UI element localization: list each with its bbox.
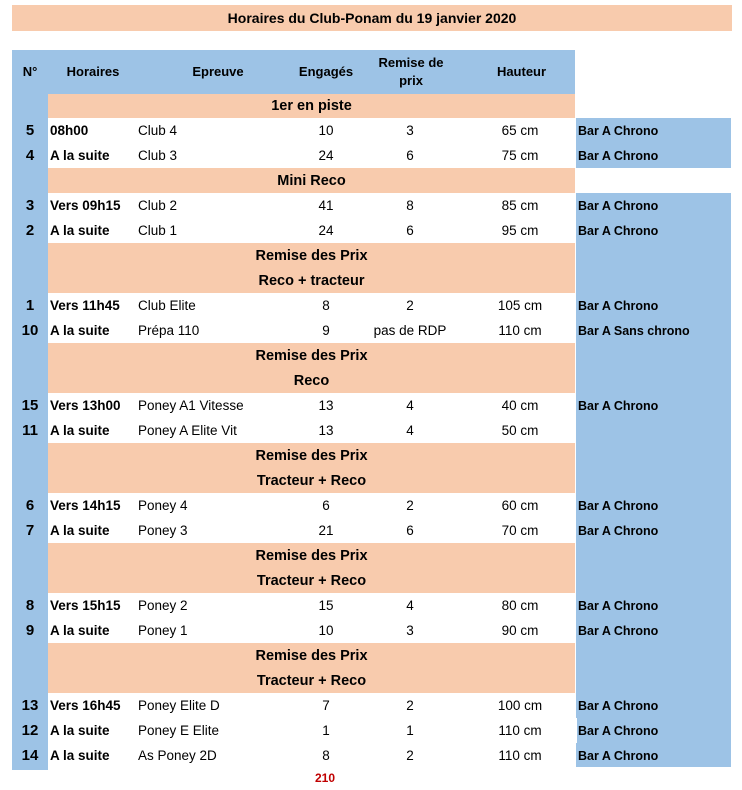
header-remise-line2: prix xyxy=(399,73,423,88)
row-engages: 10 xyxy=(318,623,334,638)
row-number: 15 xyxy=(21,397,39,414)
table-row xyxy=(0,593,742,618)
row-number: 2 xyxy=(25,222,35,239)
row-engages: 10 xyxy=(318,123,334,138)
header-horaires: Horaires xyxy=(48,50,138,94)
header-hauteur: Hauteur xyxy=(468,50,575,94)
row-remise: 8 xyxy=(406,198,414,213)
row-epreuve: Poney 1 xyxy=(138,623,188,638)
row-epreuve: Club 4 xyxy=(138,123,178,138)
table-row xyxy=(0,118,742,143)
section-label: Reco + tracteur xyxy=(258,272,365,289)
row-bar: Bar A Chrono xyxy=(578,198,659,213)
row-number: 14 xyxy=(21,747,39,764)
row-bar: Bar A Chrono xyxy=(578,148,659,163)
row-engages: 24 xyxy=(318,148,334,163)
row-hauteur: 110 cm xyxy=(498,323,542,338)
table-row xyxy=(0,193,742,218)
row-remise: 3 xyxy=(406,623,414,638)
row-epreuve: Poney E Elite xyxy=(138,723,220,738)
total-engages: 210 xyxy=(314,771,336,785)
row-bar xyxy=(578,418,728,443)
row-bar: Bar A Chrono xyxy=(578,223,659,238)
row-engages: 21 xyxy=(318,523,334,538)
row-hauteur: 40 cm xyxy=(501,398,539,413)
row-hauteur: 100 cm xyxy=(497,698,543,713)
row-remise: 4 xyxy=(406,598,414,613)
row-remise: 2 xyxy=(406,698,414,713)
section-label: Tracteur + Reco xyxy=(256,472,367,489)
row-hauteur: 70 cm xyxy=(501,523,539,538)
row-time: 08h00 xyxy=(50,123,89,138)
row-bar: Bar A Chrono xyxy=(578,698,659,713)
table-row xyxy=(0,418,742,443)
row-time: Vers 11h45 xyxy=(50,298,120,313)
table-row xyxy=(0,393,742,418)
row-time: A la suite xyxy=(50,723,110,738)
row-number: 10 xyxy=(21,322,39,339)
table-row xyxy=(0,718,742,743)
row-time: A la suite xyxy=(50,523,110,538)
row-hauteur: 60 cm xyxy=(501,498,539,513)
row-hauteur: 85 cm xyxy=(501,198,539,213)
row-time: Vers 14h15 xyxy=(50,498,121,513)
row-remise: 4 xyxy=(406,398,414,413)
section-label: Mini Reco xyxy=(277,172,346,189)
row-engages: 15 xyxy=(318,598,334,613)
page-title: Horaires du Club-Ponam du 19 janvier 2020 xyxy=(12,5,732,31)
section-label: Reco xyxy=(293,372,330,389)
row-time: A la suite xyxy=(50,623,110,638)
row-remise: pas de RDP xyxy=(373,323,447,338)
row-hauteur: 95 cm xyxy=(501,223,539,238)
row-time: Vers 09h15 xyxy=(50,198,121,213)
row-epreuve: Poney A1 Vitesse xyxy=(138,398,244,413)
row-engages: 13 xyxy=(318,398,334,413)
row-engages: 41 xyxy=(318,198,334,213)
row-bar: Bar A Chrono xyxy=(578,723,659,738)
row-time: Vers 15h15 xyxy=(50,598,121,613)
row-epreuve: Poney 2 xyxy=(138,598,188,613)
table-row xyxy=(0,693,742,718)
row-hauteur: 90 cm xyxy=(501,623,539,638)
row-epreuve: Poney Elite D xyxy=(138,698,220,713)
row-remise: 1 xyxy=(406,723,414,738)
table-row xyxy=(0,143,742,168)
row-engages: 8 xyxy=(322,298,330,313)
section-label: Remise des Prix xyxy=(255,247,368,264)
row-number: 7 xyxy=(25,522,35,539)
section-label: Tracteur + Reco xyxy=(256,572,367,589)
row-epreuve: Club Elite xyxy=(138,298,196,313)
header-remise xyxy=(354,50,468,94)
row-number: 3 xyxy=(25,197,35,214)
row-engages: 13 xyxy=(318,423,334,438)
row-remise: 2 xyxy=(406,748,414,763)
row-remise: 6 xyxy=(406,223,414,238)
row-engages: 1 xyxy=(322,723,330,738)
row-time: A la suite xyxy=(50,223,110,238)
row-engages: 6 xyxy=(322,498,330,513)
row-time: A la suite xyxy=(50,748,110,763)
row-time: A la suite xyxy=(50,423,110,438)
section-label: 1er en piste xyxy=(271,98,352,114)
row-hauteur: 65 cm xyxy=(501,123,539,138)
row-bar: Bar A Chrono xyxy=(578,398,659,413)
row-hauteur: 110 cm xyxy=(498,748,542,763)
row-bar: Bar A Chrono xyxy=(578,498,659,513)
row-number: 5 xyxy=(25,122,35,139)
row-remise: 2 xyxy=(406,498,414,513)
row-number: 12 xyxy=(21,722,39,739)
row-epreuve: Poney A Elite Vit xyxy=(138,423,237,438)
header-epreuve: Epreuve xyxy=(138,50,298,94)
row-number: 13 xyxy=(21,697,39,714)
row-remise: 4 xyxy=(406,423,414,438)
row-engages: 9 xyxy=(322,323,330,338)
row-engages: 8 xyxy=(322,748,330,763)
row-bar: Bar A Chrono xyxy=(578,123,659,138)
section-label: Tracteur + Reco xyxy=(256,672,367,689)
row-bar: Bar A Chrono xyxy=(578,523,659,538)
row-bar: Bar A Chrono xyxy=(578,748,659,763)
header-remise-line1: Remise de xyxy=(378,55,444,70)
section-label: Remise des Prix xyxy=(255,447,368,464)
table-row xyxy=(0,743,742,768)
row-number: 9 xyxy=(25,622,35,639)
row-hauteur: 80 cm xyxy=(501,598,539,613)
row-epreuve: Club 2 xyxy=(138,198,178,213)
table-row xyxy=(0,493,742,518)
row-number: 11 xyxy=(22,422,38,439)
section-label: Remise des Prix xyxy=(255,647,368,664)
row-remise: 6 xyxy=(406,148,414,163)
row-engages: 7 xyxy=(322,698,330,713)
row-epreuve: Poney 3 xyxy=(138,523,188,538)
row-remise: 2 xyxy=(406,298,414,313)
row-time: A la suite xyxy=(50,323,110,338)
row-bar: Bar A Chrono xyxy=(578,598,659,613)
row-time: Vers 13h00 xyxy=(50,398,121,413)
section-label: Remise des Prix xyxy=(255,547,368,564)
row-engages: 24 xyxy=(318,223,334,238)
row-hauteur: 105 cm xyxy=(497,298,543,313)
table-row xyxy=(0,518,742,543)
row-number: 8 xyxy=(25,597,35,614)
row-epreuve: As Poney 2D xyxy=(138,748,217,763)
row-time: Vers 16h45 xyxy=(50,698,121,713)
table-row xyxy=(0,293,742,318)
row-epreuve: Club 3 xyxy=(138,148,178,163)
row-number: 1 xyxy=(25,297,35,314)
table-row xyxy=(0,318,742,343)
row-epreuve: Prépa 110 xyxy=(138,323,200,338)
table-row xyxy=(0,218,742,243)
row-remise: 6 xyxy=(406,523,414,538)
row-epreuve: Club 1 xyxy=(138,223,178,238)
header-num: N° xyxy=(12,50,48,94)
table-row xyxy=(0,618,742,643)
header-engages: Engagés xyxy=(298,50,354,94)
row-hauteur: 50 cm xyxy=(501,423,539,438)
row-number: 4 xyxy=(25,147,35,164)
row-epreuve: Poney 4 xyxy=(138,498,188,513)
row-hauteur: 110 cm xyxy=(498,723,542,738)
row-time: A la suite xyxy=(50,148,110,163)
row-bar: Bar A Sans chrono xyxy=(578,323,690,338)
row-bar: Bar A Chrono xyxy=(578,623,659,638)
row-bar: Bar A Chrono xyxy=(578,298,659,313)
row-hauteur: 75 cm xyxy=(501,148,539,163)
row-number: 6 xyxy=(25,497,35,514)
section-label: Remise des Prix xyxy=(255,347,368,364)
row-remise: 3 xyxy=(406,123,414,138)
